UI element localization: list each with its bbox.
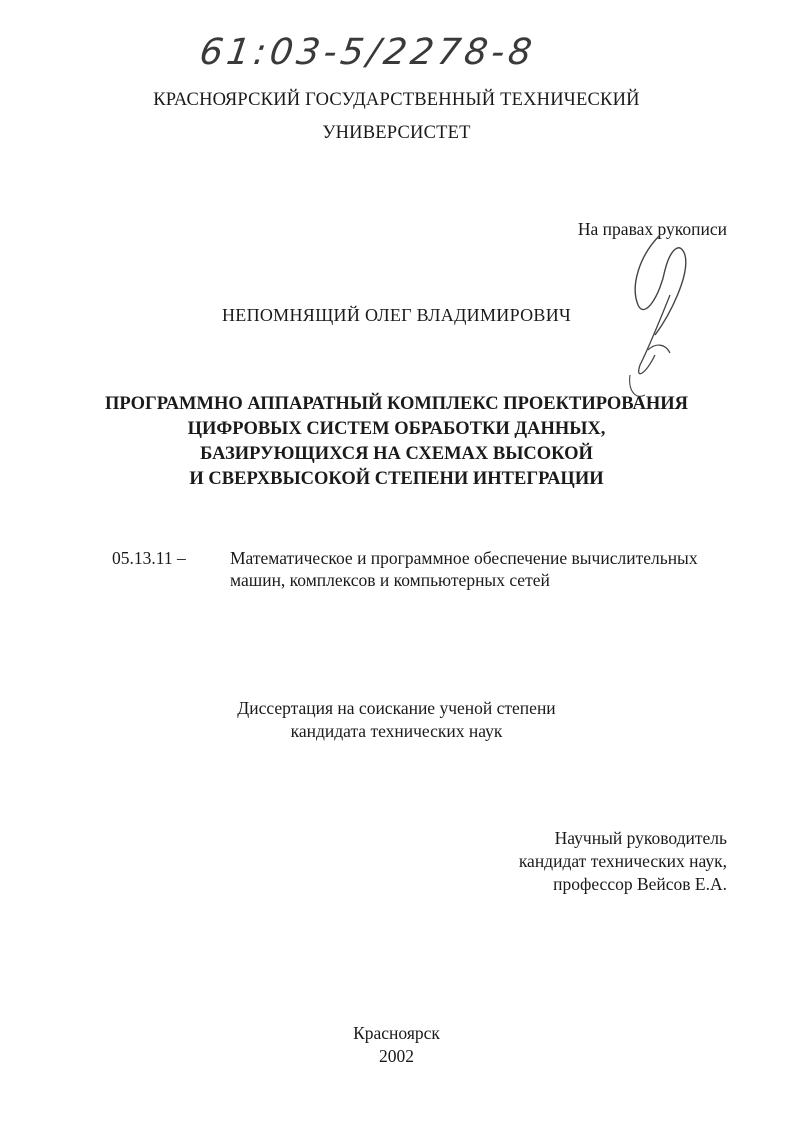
specialty-name-line1: Математическое и программное обеспечение вычислительных <box>230 548 698 568</box>
title-line: И СВЕРХВЫСОКОЙ СТЕПЕНИ ИНТЕГРАЦИИ <box>189 469 604 489</box>
title-line: БАЗИРУЮЩИХСЯ НА СХЕМАХ ВЫСОКОЙ <box>200 444 593 464</box>
advisor-role: Научный руководитель <box>554 828 727 848</box>
degree-statement <box>0 697 793 743</box>
specialty-code: 05.13.11 – <box>112 548 186 568</box>
archive-number-handwritten: 61:03-5/2278-8 <box>197 32 539 73</box>
year: 2002 <box>379 1046 414 1066</box>
degree-line1: Диссертация на соискание ученой степени <box>237 698 556 718</box>
university-name-line1: КРАСНОЯРСКИЙ ГОСУДАРСТВЕННЫЙ ТЕХНИЧЕСКИЙ <box>153 90 640 110</box>
scientific-advisor <box>519 827 727 896</box>
manuscript-rights-note: На правах рукописи <box>577 219 727 239</box>
university-name-line2: УНИВЕРСИСТЕТ <box>322 123 471 143</box>
advisor-degree: кандидат технических наук, <box>518 851 727 871</box>
specialty-name-line2: машин, комплексов и компьютерных сетей <box>230 570 550 590</box>
author-name: НЕПОМНЯЩИЙ ОЛЕГ ВЛАДИМИРОВИЧ <box>221 305 571 325</box>
dissertation-title <box>0 392 793 492</box>
degree-line2: кандидата технических наук <box>290 721 503 741</box>
advisor-name: профессор Вейсов Е.А. <box>553 874 727 894</box>
city: Красноярск <box>353 1023 440 1043</box>
title-line: ЦИФРОВЫХ СИСТЕМ ОБРАБОТКИ ДАННЫХ, <box>187 419 606 439</box>
place-and-year <box>0 1022 793 1068</box>
title-line: ПРОГРАММНО АППАРАТНЫЙ КОМПЛЕКС ПРОЕКТИРОВАНИЯ <box>105 394 688 414</box>
